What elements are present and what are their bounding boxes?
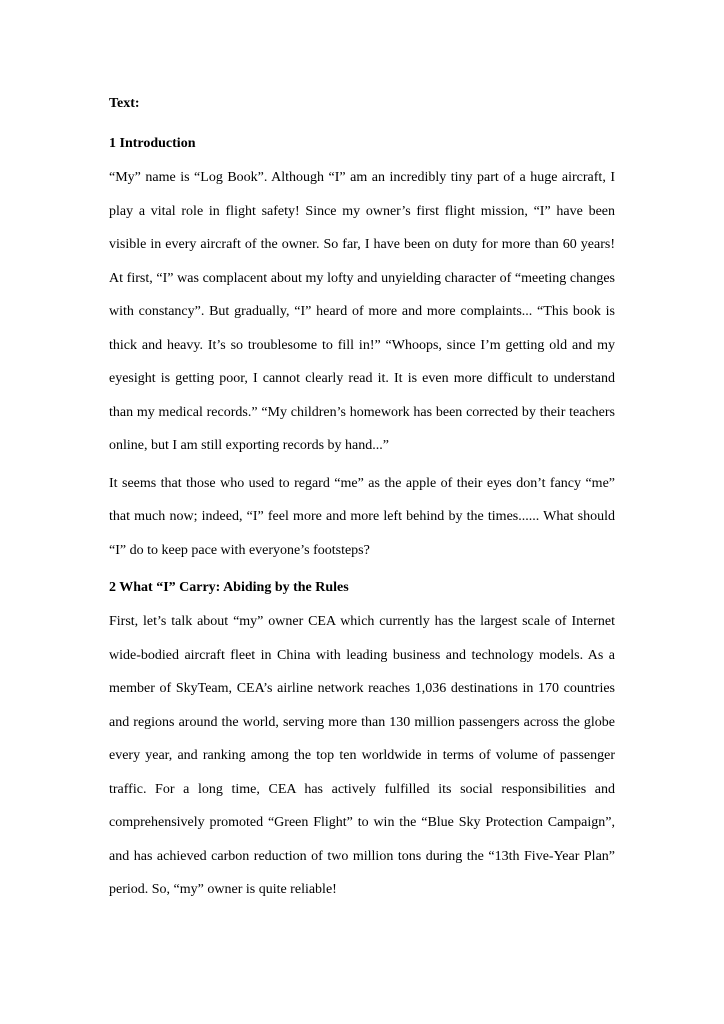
- paragraph-block: [109, 612, 615, 914]
- paragraph-carry-1: First, let’s talk about “my” owner CEA which currently has the largest scale of Internet wide-bodied aircraft fleet in China with leading business and technology models. As a member of SkyTeam, CEA’s airline network reaches 1,036 destinations in 170 countries and regions around the world, serving more than 130 million passengers across the globe every year, and ranking among the top ten worldwide in terms of volume of passenger traffic. For a long time, CEA has actively fulfilled its social responsibilities and comprehensively promoted “Green Flight” to win the “Blue Sky Protection Campaign”, and has achieved carbon reduction of two million tons during the “13th Five-Year Plan” period. So, “my” owner is quite reliable!: [109, 614, 615, 897]
- paragraph-block: [109, 168, 615, 470]
- paragraph-intro-2: It seems that those who used to regard “me” as the apple of their eyes don’t fancy “me” that much now; indeed, “I” feel more and more left behind by the times...... What should “I” do to keep pace with everyone’s footsteps?: [109, 475, 615, 558]
- section-heading-introduction: 1 Introduction: [109, 136, 196, 151]
- section-heading-what-i-carry: 2 What “I” Carry: Abiding by the Rules: [109, 580, 349, 595]
- paragraph-block: [109, 474, 615, 575]
- paragraph-intro-1: “My” name is “Log Book”. Although “I” am an incredibly tiny part of a huge aircraft, I play a vital role in flight safety! Since my owner’s first flight mission, “I” have been visible in every aircraft of the owner. So far, I have been on duty for more than 60 years! At first, “I” was complacent about my lofty and unyielding character of “meeting changes with constancy”. But gradually, “I” heard of more and more complaints... “This book is thick and heavy. It’s so troublesome to fill in!” “Whoops, since I’m getting old and my eyesight is getting poor, I cannot clearly read it. It is even more difficult to understand than my medical records.” “My children’s homework has been corrected by their teachers online, but I am still exporting records by hand...”: [109, 170, 615, 453]
- section-introduction: [109, 134, 615, 574]
- section-what-i-carry: [109, 578, 615, 914]
- text-label: Text:: [109, 96, 140, 111]
- document-page: [109, 94, 615, 918]
